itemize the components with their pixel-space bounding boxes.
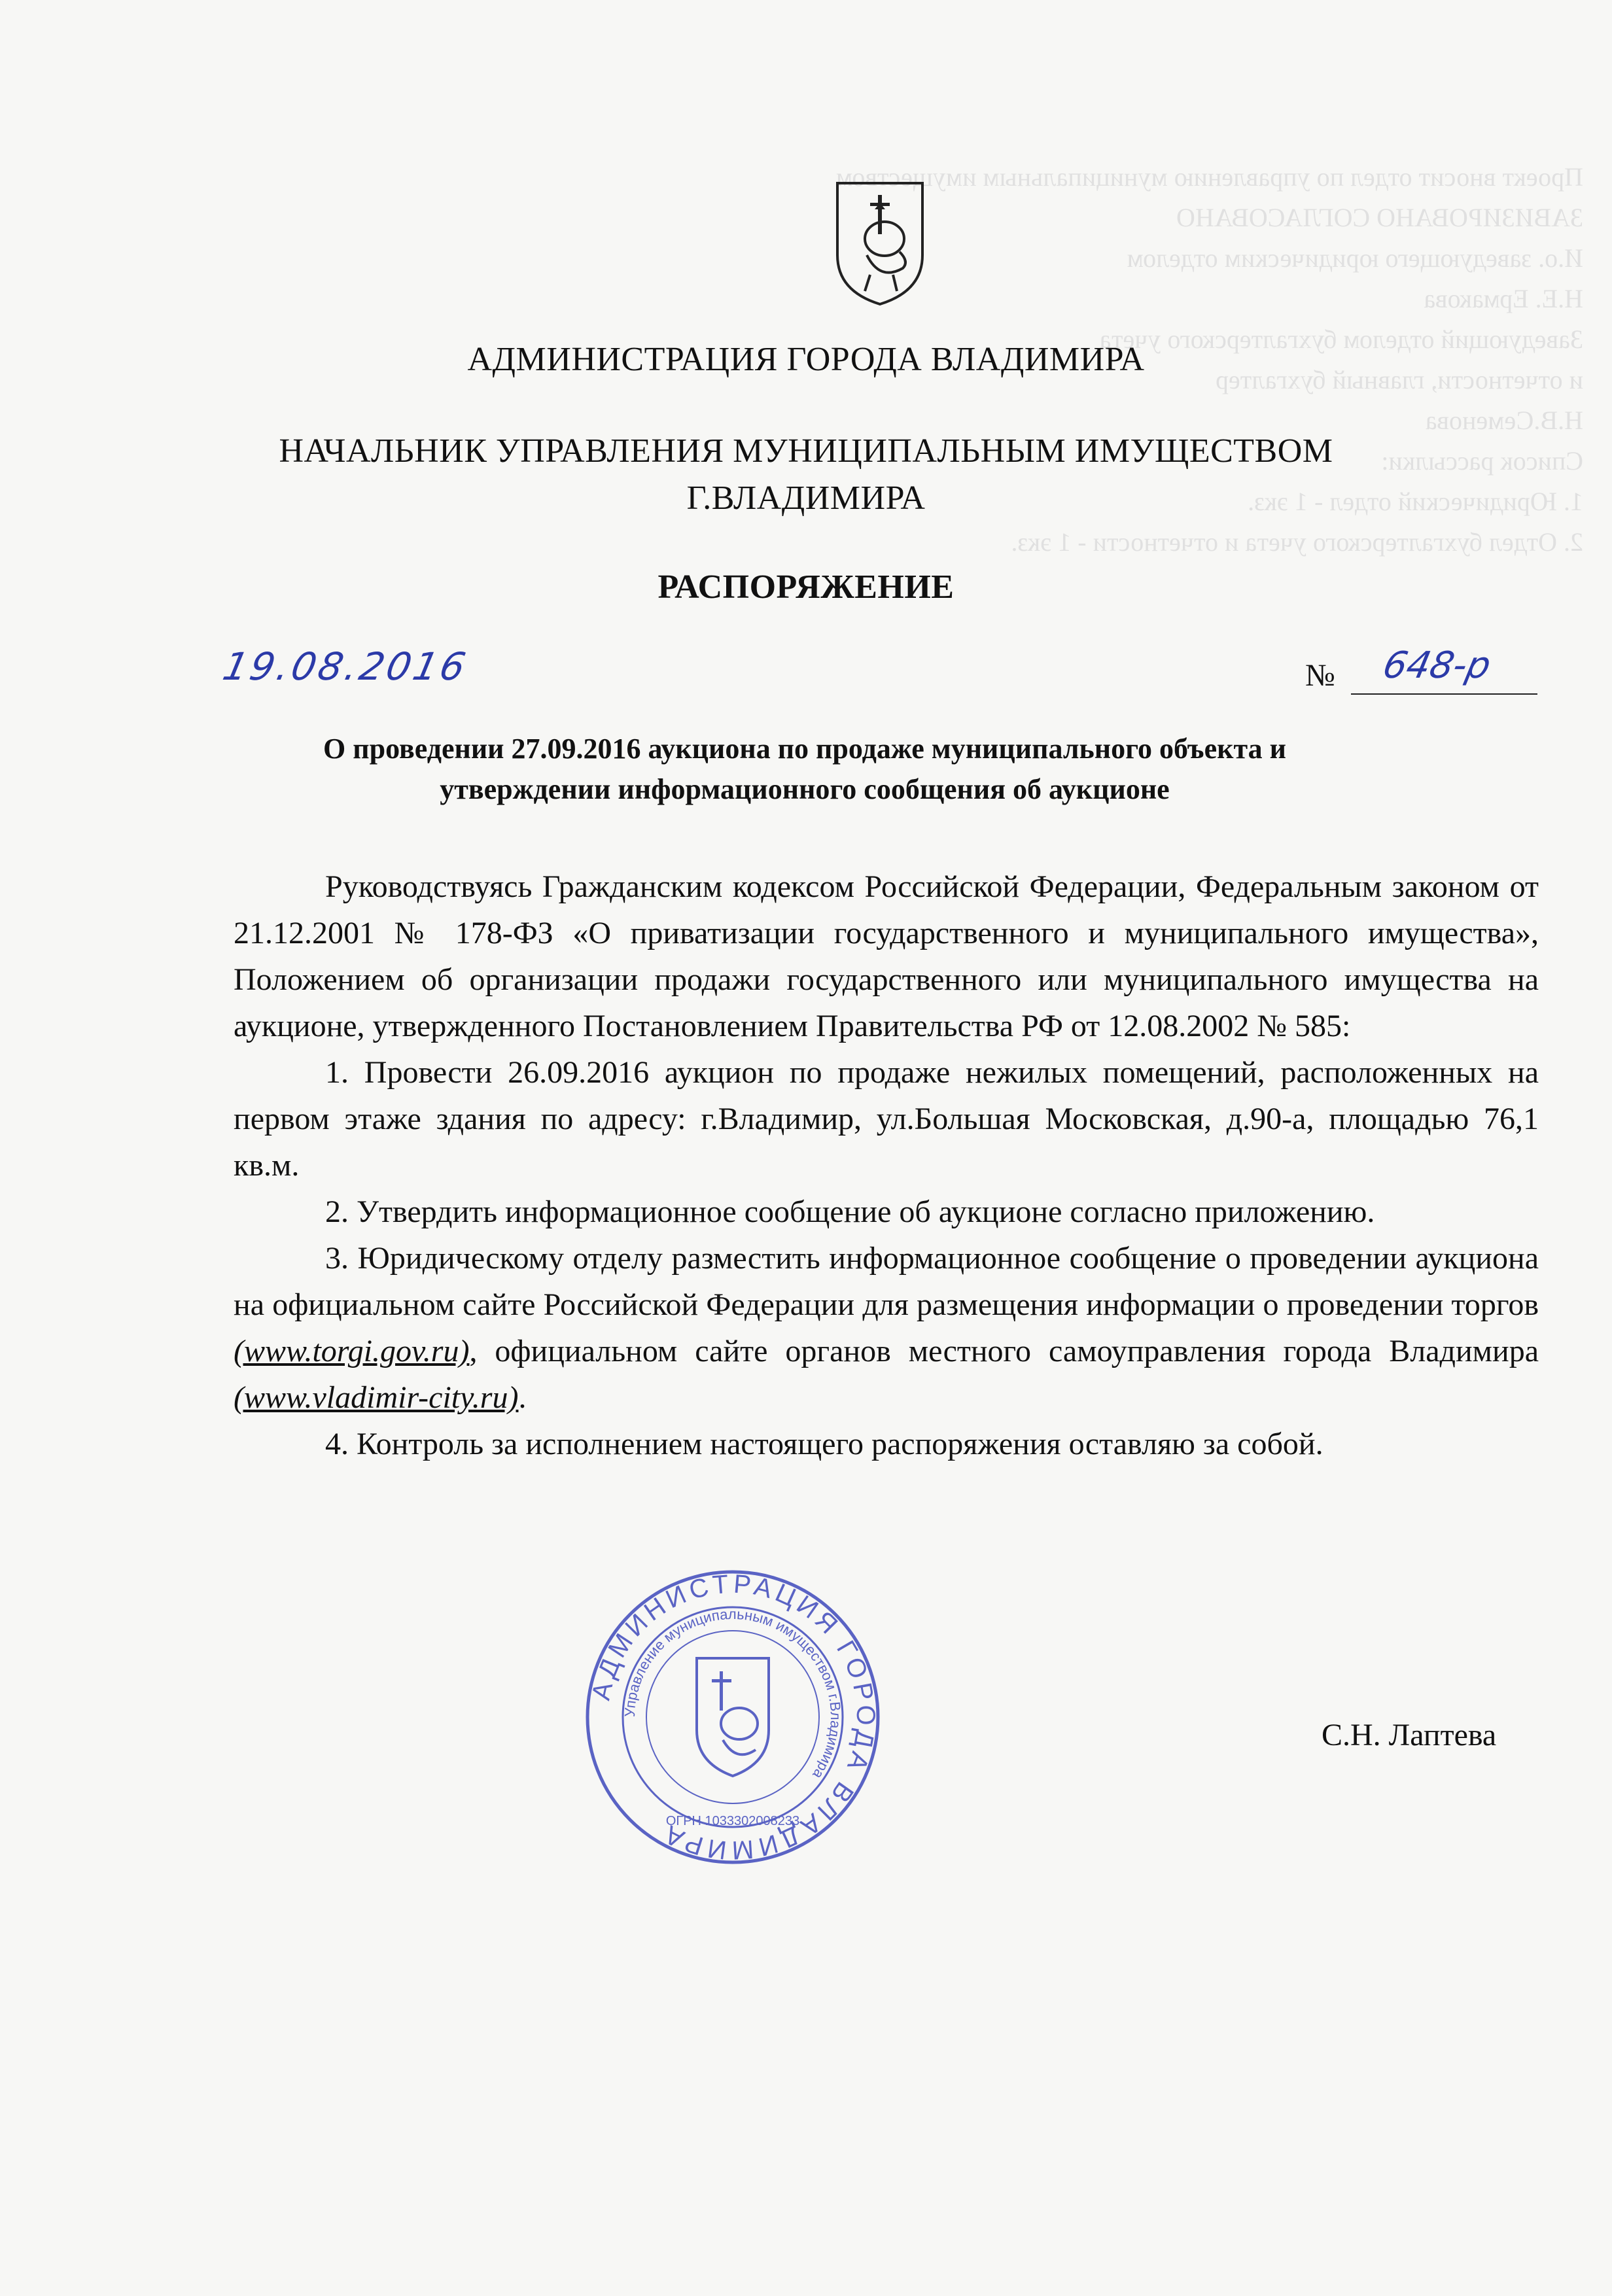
bleed-line: 2. Отдел бухгалтерского учета и отчетности - 1 экз. — [1011, 527, 1583, 557]
official-stamp — [582, 1567, 883, 1868]
clause-3-text-c: . — [518, 1380, 527, 1415]
number-label: № — [1305, 658, 1335, 693]
clause-4: 4. Контроль за исполнением настоящего распоряжения оставляю за собой. — [325, 1427, 1323, 1461]
vladimir-city-link[interactable]: (www.vladimir-city.ru) — [234, 1380, 519, 1415]
bleed-line: И.о. заведующего юридическим отделом — [1127, 243, 1583, 273]
stamp-outer-text: АДМИНИСТРАЦИЯ ГОРОДА ВЛАДИМИРА — [586, 1569, 881, 1865]
subject-line-1: О проведении 27.09.2016 аукциона по продаже муниципального объекта и — [323, 733, 1286, 765]
handwritten-number: 648-р — [1379, 644, 1495, 687]
stamp-ogrn: ОГРН 1033302008233 — [665, 1814, 800, 1828]
preamble-paragraph: Руководствуясь Гражданским кодексом Российской Федерации, Федеральным законом от 21.12.2001 № 178-ФЗ «О приватизации государственного и муниципального имущества», Положением об организации продажи государственного или муниципального имущества на аукционе, утвержденного Постановлением Правительства РФ от 12.08.2002 № 585: — [234, 869, 1539, 1043]
torgi-link[interactable]: (www.torgi.gov.ru) — [234, 1334, 470, 1368]
document-type: РАСПОРЯЖЕНИЕ — [657, 568, 955, 606]
signer-name: С.Н. Лаптева — [1322, 1718, 1497, 1752]
department-city: Г.ВЛАДИМИРА — [686, 479, 926, 517]
bleed-line: Н.Е. Ермакова — [1424, 284, 1583, 313]
subject-line-2: утверждении информационного сообщения об аукционе — [440, 773, 1170, 805]
stamp-emblem-icon — [697, 1658, 769, 1776]
clause-3-text-a: 3. Юридическому отделу разместить информационное сообщение о проведении аукциона на официальном сайте Российской Федерации для размещения информации о проведении торгов — [234, 1241, 1539, 1322]
bleed-line: и отчетности, главный бухгалтер — [1216, 365, 1583, 394]
bleed-line: Список рассылки: — [1381, 446, 1583, 476]
handwritten-date: 19.08.2016 — [219, 644, 472, 689]
clause-2: 2. Утвердить информационное сообщение об аукционе согласно приложению. — [325, 1194, 1375, 1229]
bleed-line: 1. Юридический отдел - 1 экз. — [1248, 487, 1583, 516]
bleed-line: Проект вносит отдел по управлению муниципальным имуществом — [835, 162, 1583, 192]
number-underline — [1351, 693, 1537, 695]
department-title: НАЧАЛЬНИК УПРАВЛЕНИЯ МУНИЦИПАЛЬНЫМ ИМУЩЕСТВОМ — [279, 432, 1333, 470]
clause-3-text-b: , официальном сайте органов местного самоуправления города Владимира — [469, 1334, 1539, 1368]
clause-3 — [234, 1235, 1539, 1421]
clause-1: 1. Провести 26.09.2016 аукцион по продаже нежилых помещений, расположенных на первом этаже здания по адресу: г.Владимир, ул.Большая Московская, д.90-а, площадью 76,1 кв.м. — [234, 1055, 1539, 1183]
bleed-line: ЗАВИЗИРОВАНО СОГЛАСОВАНО — [1176, 203, 1583, 232]
bleed-line: Заведующий отделом бухгалтерского учета — [1099, 324, 1583, 354]
bleed-line: Н.В.Семенова — [1425, 406, 1583, 435]
admin-title: АДМИНИСТРАЦИЯ ГОРОДА ВЛАДИМИРА — [467, 341, 1145, 378]
stamp-inner-text: Управление муниципальным имуществом г.Владимира — [621, 1605, 845, 1783]
coat-of-arms-icon — [831, 177, 929, 307]
document-body — [234, 863, 1539, 1467]
